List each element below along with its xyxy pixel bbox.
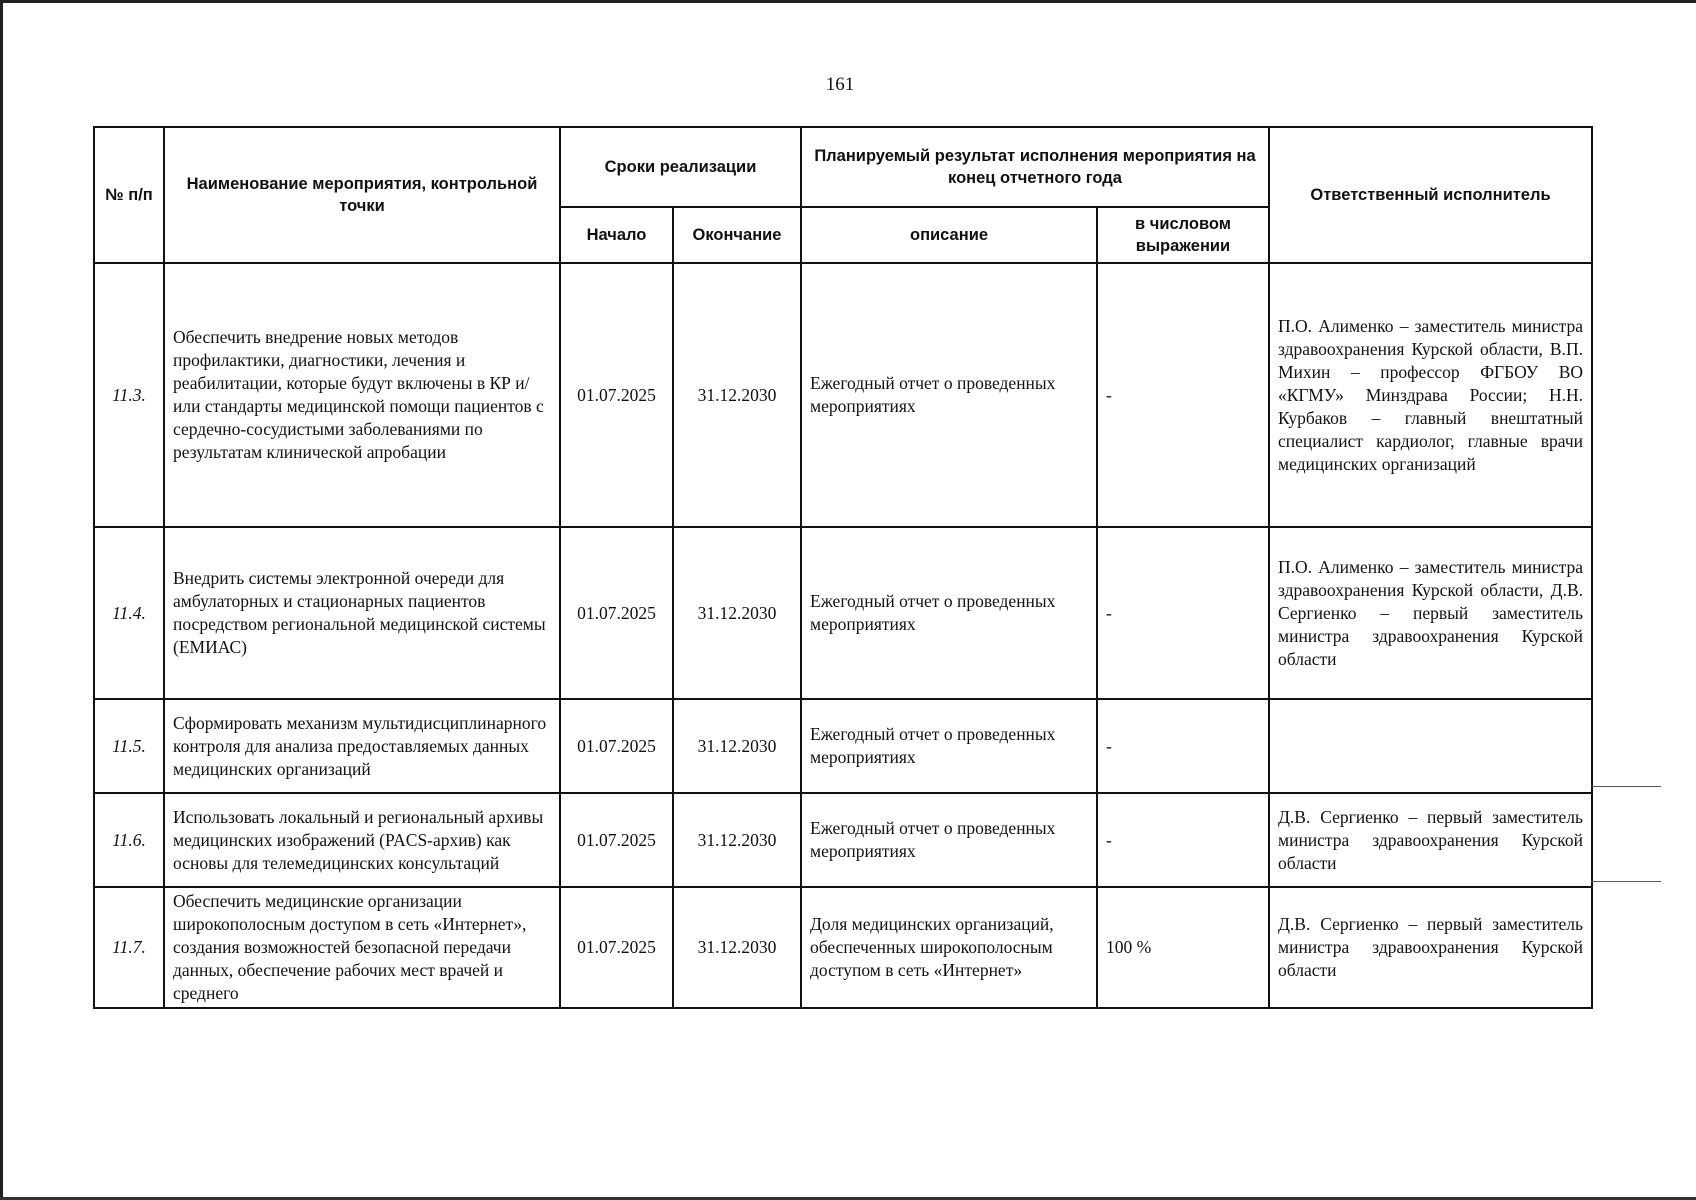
row-end-date: 31.12.2030 <box>673 699 801 793</box>
row-end-date: 31.12.2030 <box>673 887 801 1008</box>
header-name: Наименование мероприятия, контрольной точки <box>164 127 560 263</box>
row-end-date: 31.12.2030 <box>673 793 801 887</box>
row-numeric: 100 % <box>1097 887 1269 1008</box>
header-terms: Сроки реализации <box>560 127 801 207</box>
header-row-top <box>94 127 1592 207</box>
row-number: 11.4. <box>94 527 164 699</box>
scan-artifact-line <box>1591 881 1661 882</box>
row-name: Сформировать механизм мультидисциплинарного контроля для анализа предоставляемых данных медицинских организаций <box>164 699 560 793</box>
row-responsible: П.О. Алименко – заместитель министра здравоохранения Курской области, В.П. Михин – профессор ФГБОУ ВО «КГМУ» Минздрава России; Н.Н. Курбаков – главный внештатный специалист кардиолог, главные врачи медицинских организаций <box>1269 263 1592 527</box>
scan-border-left <box>0 0 3 1200</box>
row-responsible: П.О. Алименко – заместитель министра здравоохранения Курской области, Д.В. Сергиенко – первый заместитель министра здравоохранения Курской области <box>1269 527 1592 699</box>
row-numeric: - <box>1097 527 1269 699</box>
row-name: Использовать локальный и региональный архивы медицинских изображений (PACS-архив) как основы для телемедицинских консультаций <box>164 793 560 887</box>
row-description: Ежегодный отчет о проведенных мероприятиях <box>801 793 1097 887</box>
row-number: 11.7. <box>94 887 164 1008</box>
table-row <box>94 527 1592 699</box>
scan-border-top <box>0 0 1696 3</box>
header-description: описание <box>801 207 1097 263</box>
row-end-date: 31.12.2030 <box>673 263 801 527</box>
row-description: Ежегодный отчет о проведенных мероприятиях <box>801 527 1097 699</box>
row-end-date: 31.12.2030 <box>673 527 801 699</box>
header-num: № п/п <box>94 127 164 263</box>
row-number: 11.3. <box>94 263 164 527</box>
row-name: Обеспечить медицинские организации широкополосным доступом в сеть «Интернет», создания возможностей безопасной передачи данных, обеспечение рабочих мест врачей и среднего <box>164 887 560 1008</box>
table-row <box>94 263 1592 527</box>
row-name: Внедрить системы электронной очереди для амбулаторных и стационарных пациентов посредством региональной медицинской системы (ЕМИАС) <box>164 527 560 699</box>
table-row <box>94 793 1592 887</box>
header-end: Окончание <box>673 207 801 263</box>
row-number: 11.6. <box>94 793 164 887</box>
row-start-date: 01.07.2025 <box>560 263 673 527</box>
row-start-date: 01.07.2025 <box>560 527 673 699</box>
row-start-date: 01.07.2025 <box>560 793 673 887</box>
page-number: 161 <box>825 74 855 95</box>
header-result: Планируемый результат исполнения мероприятия на конец отчетного года <box>801 127 1269 207</box>
header-responsible: Ответственный исполнитель <box>1269 127 1592 263</box>
row-description: Ежегодный отчет о проведенных мероприятиях <box>801 699 1097 793</box>
row-numeric: - <box>1097 699 1269 793</box>
action-plan-table <box>93 126 1593 1009</box>
row-start-date: 01.07.2025 <box>560 887 673 1008</box>
row-numeric: - <box>1097 793 1269 887</box>
row-description: Ежегодный отчет о проведенных мероприятиях <box>801 263 1097 527</box>
row-name: Обеспечить внедрение новых методов профилактики, диагностики, лечения и реабилитации, которые будут включены в КР и/или стандарты медицинской помощи пациентов с сердечно-сосудистыми заболеваниями по результатам клинической апробации <box>164 263 560 527</box>
scan-artifact-line <box>1591 786 1661 787</box>
row-numeric: - <box>1097 263 1269 527</box>
header-numeric: в числовом выражении <box>1097 207 1269 263</box>
row-start-date: 01.07.2025 <box>560 699 673 793</box>
row-responsible: Д.В. Сергиенко – первый заместитель министра здравоохранения Курской области <box>1269 793 1592 887</box>
row-responsible: Д.В. Сергиенко – первый заместитель министра здравоохранения Курской области <box>1269 887 1592 1008</box>
table-row <box>94 887 1592 1008</box>
table-row <box>94 699 1592 793</box>
header-start: Начало <box>560 207 673 263</box>
row-responsible <box>1269 699 1592 793</box>
row-number: 11.5. <box>94 699 164 793</box>
row-description: Доля медицинских организаций, обеспеченных широкополосным доступом в сеть «Интернет» <box>801 887 1097 1008</box>
